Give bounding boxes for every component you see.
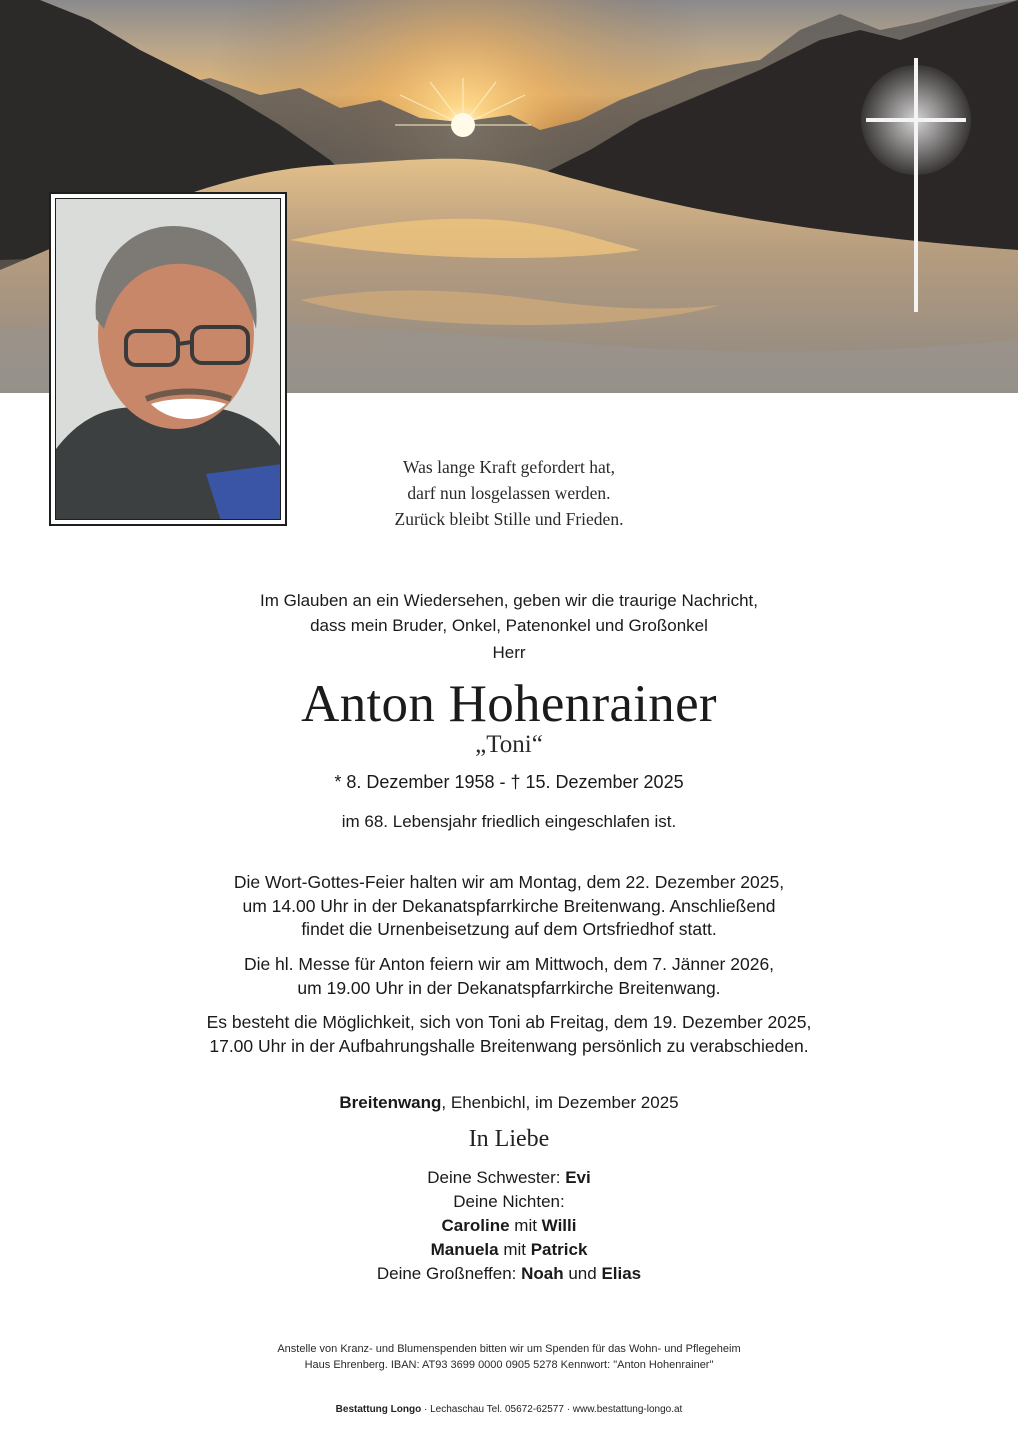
deceased-name: Anton Hohenrainer (301, 675, 717, 733)
honorific: Herr (492, 643, 526, 662)
place-and-date (0, 1093, 1018, 1113)
company-contact: · Lechaschau Tel. 05672-62577 · www.bestattung-longo.at (421, 1404, 683, 1415)
age-text: im 68. Lebensjahr friedlich eingeschlafen ist. (341, 812, 677, 831)
verse-line: darf nun losgelassen werden. (407, 483, 611, 503)
family-member: Elias (601, 1264, 642, 1283)
service-line: findet die Urnenbeisetzung auf dem Ortsfriedhof statt. (301, 919, 717, 939)
service-line: Die Wort-Gottes-Feier halten wir am Montag, dem 22. Dezember 2025, (233, 872, 785, 892)
service-line: um 19.00 Uhr in der Dekanatspfarrkirche Breitenwang. (297, 977, 721, 998)
family-member: Noah (521, 1264, 564, 1283)
farewell-info (0, 1011, 1018, 1058)
life-dates: * 8. Dezember 1958 - † 15. Dezember 2025 (334, 772, 684, 792)
donation-note (0, 1342, 1018, 1373)
donation-line: Anstelle von Kranz- und Blumenspenden bitten wir um Spenden für das Wohn- und Pflegeheim (277, 1343, 741, 1355)
intro-line: dass mein Bruder, Onkel, Patenonkel und Großonkel (310, 616, 708, 635)
company-name: Bestattung Longo (335, 1404, 422, 1415)
family-line-sister (0, 1166, 1018, 1190)
service-line: um 14.00 Uhr in der Dekanatspfarrkirche Breitenwang. Anschließend (242, 895, 776, 916)
mass-info (0, 953, 1018, 1000)
family-line-nieces-label: Deine Nichten: (453, 1192, 565, 1211)
family-connector: mit (509, 1216, 542, 1235)
family-connector: und (563, 1264, 602, 1283)
family-label: Deine Großneffen: (376, 1264, 522, 1283)
place-rest: , Ehenbichl, im Dezember 2025 (441, 1093, 679, 1112)
family-list (0, 1166, 1018, 1286)
family-line-grandnephews (0, 1262, 1018, 1286)
announcement-intro (0, 588, 1018, 638)
family-member: Caroline (441, 1216, 510, 1235)
service-line: Die hl. Messe für Anton feiern wir am Mittwoch, dem 7. Jänner 2026, (243, 954, 775, 974)
family-member: Evi (565, 1168, 591, 1187)
intro-line: Im Glauben an ein Wiedersehen, geben wir die traurige Nachricht, (260, 591, 758, 610)
family-label: Deine Schwester: (427, 1168, 566, 1187)
memorial-verse (0, 454, 1018, 532)
verse-line: Was lange Kraft gefordert hat, (403, 457, 615, 477)
family-connector: mit (498, 1240, 531, 1259)
place-town: Breitenwang (339, 1093, 442, 1112)
family-member: Willi (541, 1216, 577, 1235)
family-member: Manuela (430, 1240, 499, 1259)
sun (451, 113, 475, 137)
service-line: 17.00 Uhr in der Aufbahrungshalle Breitenwang persönlich zu verabschieden. (209, 1035, 809, 1056)
family-member: Patrick (530, 1240, 588, 1259)
family-line-niece2 (0, 1238, 1018, 1262)
family-line-niece1 (0, 1214, 1018, 1238)
love-heading: In Liebe (468, 1126, 550, 1152)
service-line: Es besteht die Möglichkeit, sich von Toni ab Freitag, dem 19. Dezember 2025, (206, 1012, 812, 1032)
funeral-service-info (0, 871, 1018, 942)
donation-line: Haus Ehrenberg. IBAN: AT93 3699 0000 0905 5278 Kennwort: "Anton Hohenrainer" (304, 1358, 714, 1371)
nickname: „Toni“ (475, 731, 543, 758)
verse-line: Zurück bleibt Stille und Frieden. (394, 509, 624, 529)
undertaker-footer (0, 1404, 1018, 1415)
